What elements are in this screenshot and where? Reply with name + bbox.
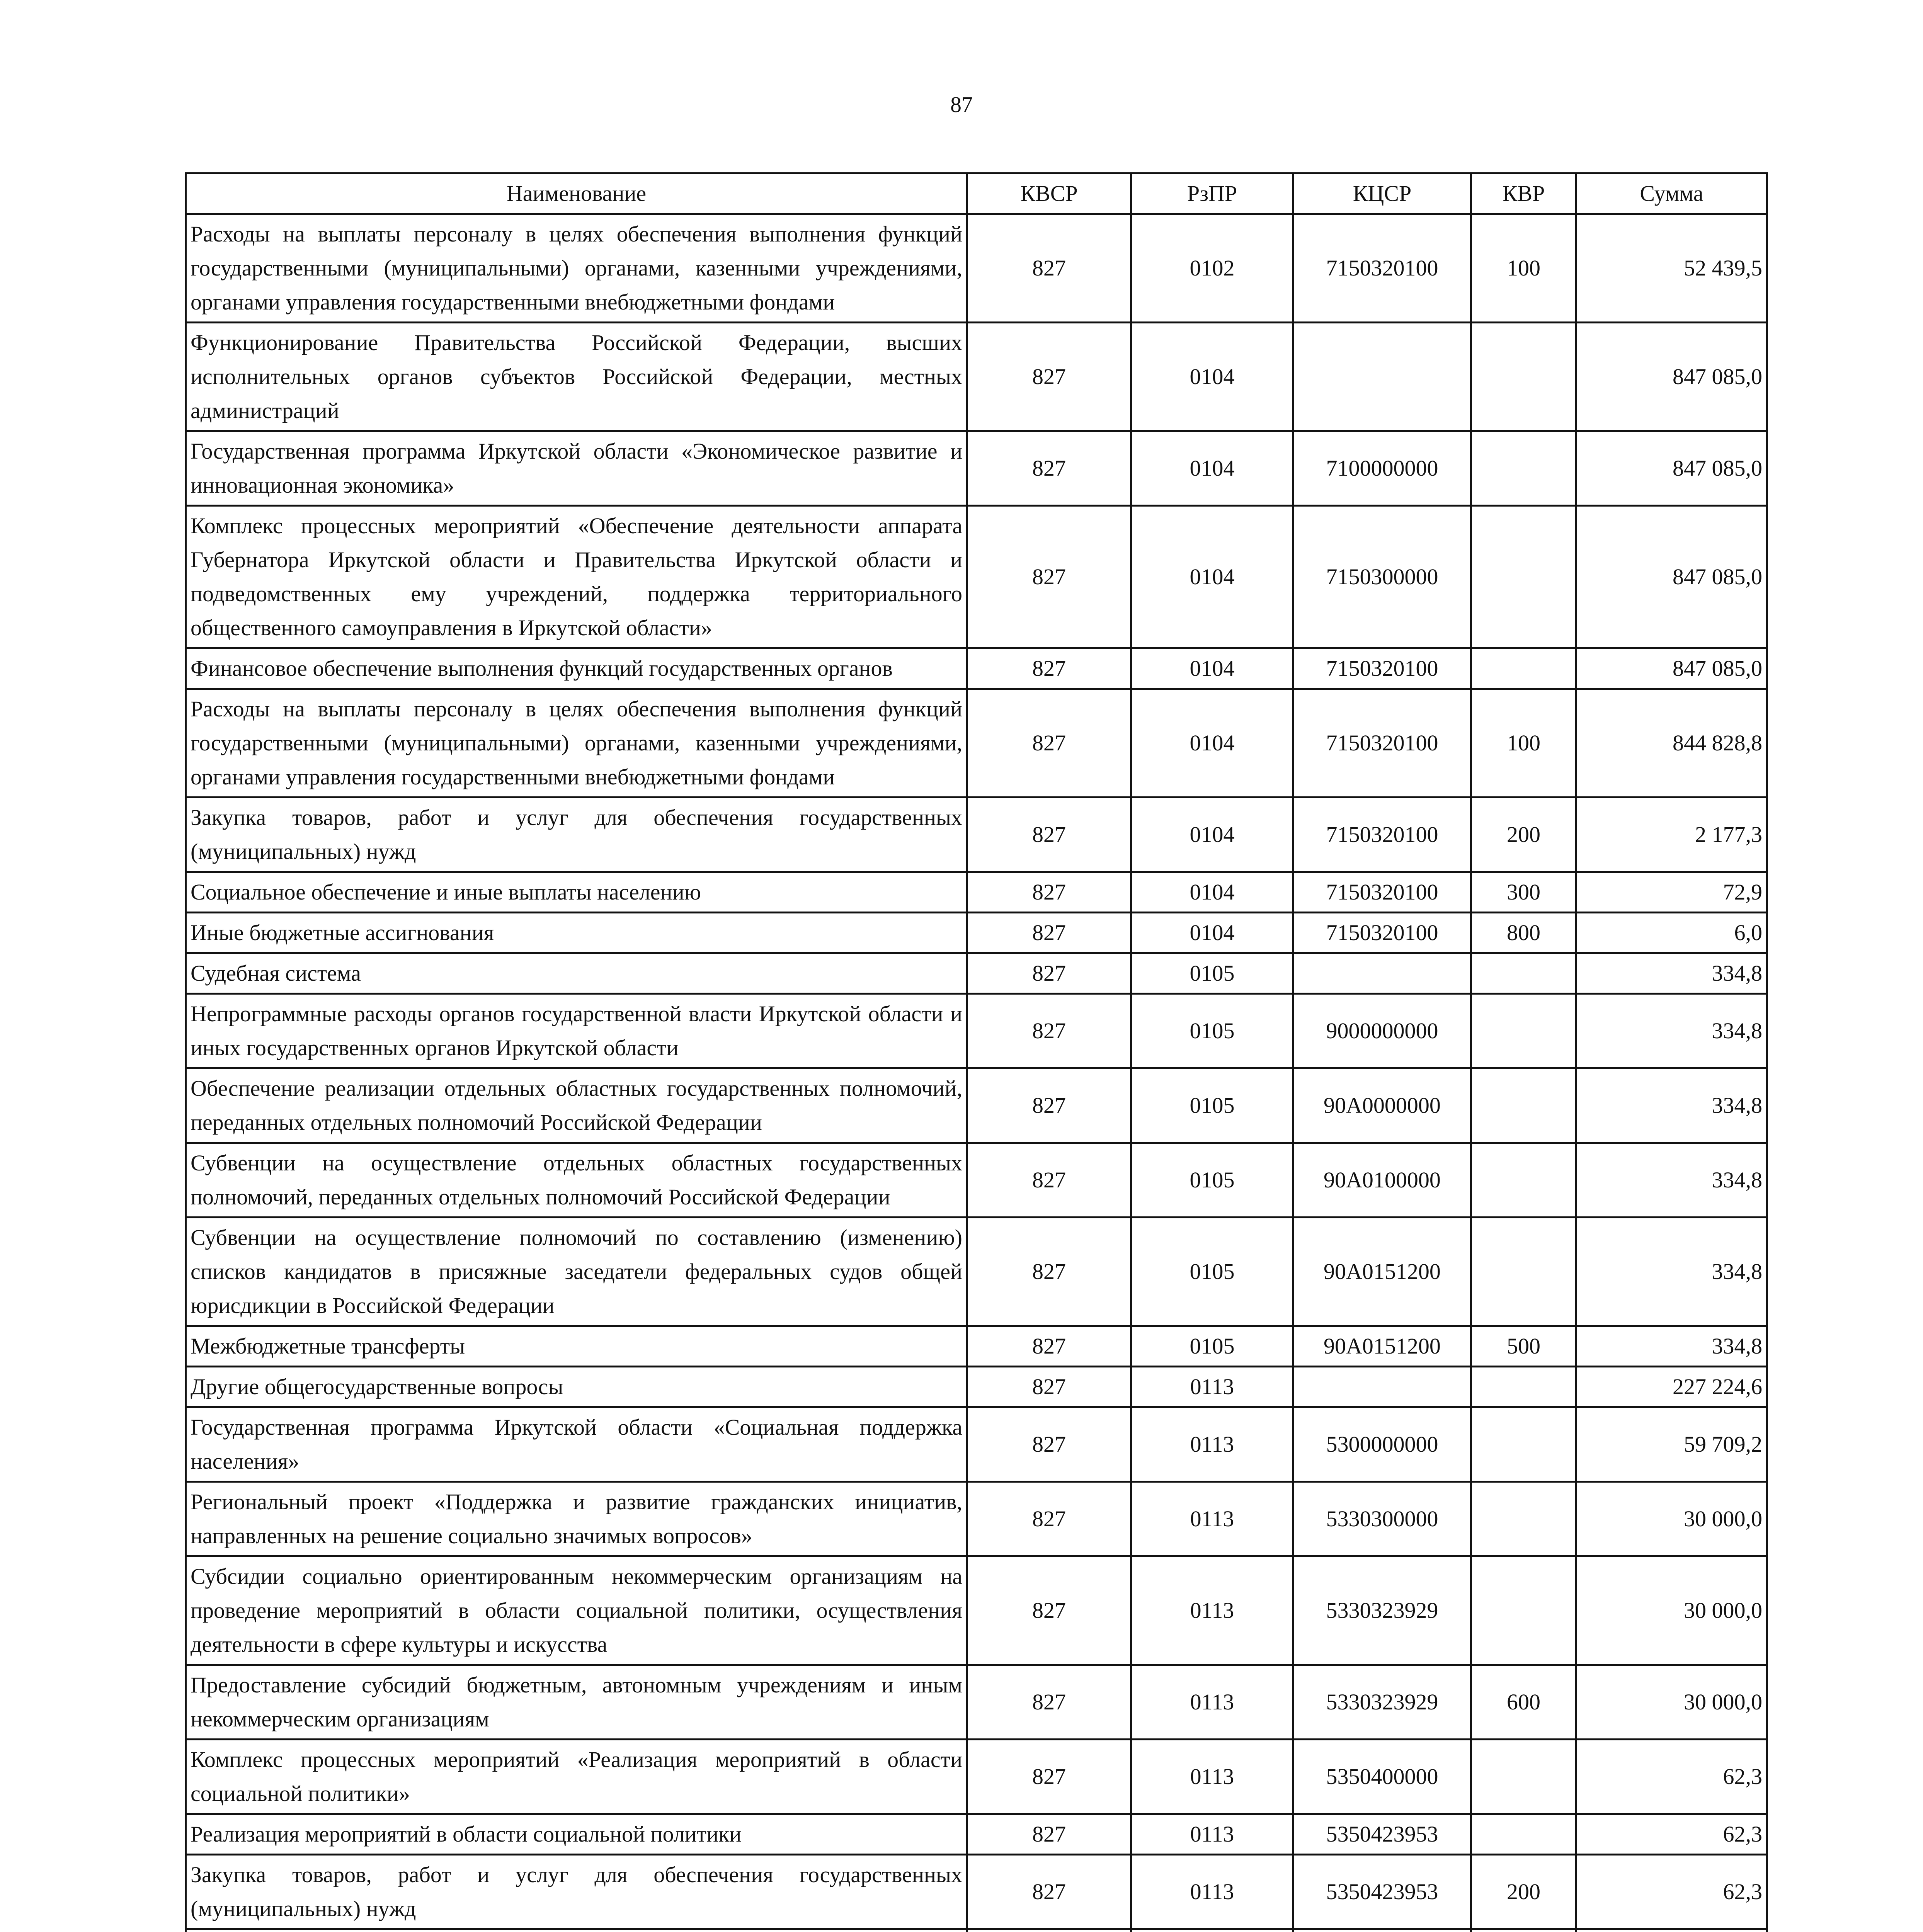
cell-kcsr	[1293, 323, 1471, 431]
cell-sum: 847 085,0	[1576, 648, 1767, 689]
cell-kvr	[1471, 323, 1576, 431]
cell-kvr	[1471, 1929, 1576, 1932]
cell-name: Расходы на выплаты персоналу в целях обеспечения выполнения функций государственными (муниципальными) органами, казенными учреждениями, органами управления государственными внебюджетными фондами	[186, 689, 967, 798]
cell-kvr: 100	[1471, 214, 1576, 323]
cell-sum: 52 439,5	[1576, 214, 1767, 323]
table-row	[186, 1407, 1767, 1482]
cell-sum: 334,8	[1576, 1218, 1767, 1326]
cell-kvsr: 827	[967, 994, 1131, 1068]
cell-rzpr: 0102	[1131, 214, 1293, 323]
cell-kcsr: 5350400000	[1293, 1740, 1471, 1814]
cell-kvr	[1471, 1143, 1576, 1218]
cell-sum: 62,3	[1576, 1855, 1767, 1929]
cell-sum: 334,8	[1576, 953, 1767, 994]
cell-kvr	[1471, 994, 1576, 1068]
table-row	[186, 872, 1767, 913]
cell-name: Субсидии социально ориентированным некоммерческим организациям на проведение мероприятий в области социальной политики, осуществления деятельности в сфере культуры и искусства	[186, 1556, 967, 1665]
cell-kcsr: 90А0151200	[1293, 1326, 1471, 1367]
cell-kvr: 200	[1471, 798, 1576, 872]
cell-kcsr: 7100000000	[1293, 431, 1471, 506]
cell-kvsr: 827	[967, 798, 1131, 872]
table-row	[186, 214, 1767, 323]
cell-rzpr: 0113	[1131, 1814, 1293, 1855]
cell-kvsr: 827	[967, 1556, 1131, 1665]
page-number: 87	[950, 92, 973, 117]
header-rzpr: РзПР	[1131, 173, 1293, 214]
cell-kcsr: 7150320100	[1293, 648, 1471, 689]
cell-name: Закупка товаров, работ и услуг для обеспечения государственных (муниципальных) нужд	[186, 1855, 967, 1929]
cell-kcsr: 90А0100000	[1293, 1143, 1471, 1218]
cell-kvsr: 827	[967, 506, 1131, 648]
cell-kvsr: 827	[967, 648, 1131, 689]
cell-kvsr: 827	[967, 1068, 1131, 1143]
table-row	[186, 913, 1767, 953]
cell-kvsr	[967, 1929, 1131, 1932]
table-header-row	[186, 173, 1767, 214]
table-row	[186, 1218, 1767, 1326]
cell-name: Предоставление субсидий бюджетным, автономным учреждениям и иным некоммерческим организациям	[186, 1665, 967, 1740]
cell-name: Финансовое обеспечение выполнения функций государственных органов	[186, 648, 967, 689]
header-kvr: КВР	[1471, 173, 1576, 214]
cell-kvsr: 827	[967, 1367, 1131, 1407]
cell-sum: 30 000,0	[1576, 1556, 1767, 1665]
header-name: Наименование	[186, 173, 967, 214]
cell-kcsr: 5330323929	[1293, 1556, 1471, 1665]
cell-rzpr: 0105	[1131, 1068, 1293, 1143]
cell-name: Другие общегосударственные вопросы	[186, 1367, 967, 1407]
cell-kcsr: 7150300000	[1293, 506, 1471, 648]
cell-sum: 847 085,0	[1576, 323, 1767, 431]
cell-kcsr: 5350423953	[1293, 1814, 1471, 1855]
table-row	[186, 1665, 1767, 1740]
header-kcsr: КЦСР	[1293, 173, 1471, 214]
cell-kvr: 100	[1471, 689, 1576, 798]
cell-sum: 30 000,0	[1576, 1482, 1767, 1556]
cell-kcsr: 90А0000000	[1293, 1068, 1471, 1143]
cell-sum: 72,9	[1576, 872, 1767, 913]
table-row	[186, 1814, 1767, 1855]
cell-kvsr: 827	[967, 689, 1131, 798]
cell-kvsr: 827	[967, 872, 1131, 913]
cell-name: Иные бюджетные ассигнования	[186, 913, 967, 953]
table-row	[186, 1482, 1767, 1556]
cell-sum: 334,8	[1576, 1143, 1767, 1218]
cell-name: Обеспечение реализации отдельных областных государственных полномочий, переданных отдельных полномочий Российской Федерации	[186, 1068, 967, 1143]
cell-kvr	[1471, 506, 1576, 648]
cell-kvsr: 827	[967, 1855, 1131, 1929]
table-row	[186, 323, 1767, 431]
cell-name: Функционирование Правительства Российской Федерации, высших исполнительных органов субъектов Российской Федерации, местных администраций	[186, 323, 967, 431]
cell-sum: 227 224,6	[1576, 1367, 1767, 1407]
cell-rzpr: 0113	[1131, 1482, 1293, 1556]
table-row	[186, 1929, 1767, 1932]
cell-kcsr	[1293, 953, 1471, 994]
cell-name: Непрограммные расходы органов государственной власти Иркутской области и иных государственных органов Иркутской области	[186, 994, 967, 1068]
table-row	[186, 506, 1767, 648]
table-row	[186, 953, 1767, 994]
cell-sum: 334,8	[1576, 994, 1767, 1068]
cell-rzpr: 0105	[1131, 1218, 1293, 1326]
cell-rzpr: 0104	[1131, 431, 1293, 506]
cell-name: Расходы на выплаты персоналу в целях обеспечения выполнения функций государственными (муниципальными) органами, казенными учреждениями, органами управления государственными внебюджетными фондами	[186, 214, 967, 323]
cell-rzpr: 0104	[1131, 689, 1293, 798]
cell-sum: 59 709,2	[1576, 1407, 1767, 1482]
cell-sum: 847 085,0	[1576, 431, 1767, 506]
cell-name: Комплекс процессных мероприятий «Обеспечение деятельности аппарата Губернатора Иркутской области и Правительства Иркутской области и подведомственных ему учреждений, поддержка территориального общественного самоуправления в Иркутской области»	[186, 506, 967, 648]
cell-kcsr: 7150320100	[1293, 214, 1471, 323]
cell-sum: 847 085,0	[1576, 506, 1767, 648]
cell-sum	[1576, 1929, 1767, 1932]
cell-kvr: 500	[1471, 1326, 1576, 1367]
cell-sum: 30 000,0	[1576, 1665, 1767, 1740]
cell-rzpr: 0104	[1131, 913, 1293, 953]
cell-sum: 2 177,3	[1576, 798, 1767, 872]
cell-kcsr: 5330323929	[1293, 1665, 1471, 1740]
table-row	[186, 798, 1767, 872]
cell-rzpr: 0113	[1131, 1665, 1293, 1740]
cell-sum: 62,3	[1576, 1814, 1767, 1855]
cell-rzpr: 0104	[1131, 506, 1293, 648]
cell-rzpr: 0105	[1131, 1143, 1293, 1218]
cell-rzpr: 0113	[1131, 1556, 1293, 1665]
cell-kvsr: 827	[967, 1814, 1131, 1855]
cell-kvsr: 827	[967, 1143, 1131, 1218]
cell-name: Субвенции на осуществление отдельных областных государственных полномочий, переданных отдельных полномочий Российской Федерации	[186, 1143, 967, 1218]
budget-table	[185, 172, 1768, 1932]
table-row	[186, 1367, 1767, 1407]
cell-sum: 844 828,8	[1576, 689, 1767, 798]
cell-kvr	[1471, 1556, 1576, 1665]
cell-name: Комплекс процессных мероприятий «Реализация мероприятий в области социальной политики»	[186, 1740, 967, 1814]
cell-kvsr: 827	[967, 1482, 1131, 1556]
cell-rzpr: 0104	[1131, 648, 1293, 689]
cell-kvsr: 827	[967, 1740, 1131, 1814]
cell-kcsr	[1293, 1367, 1471, 1407]
header-sum: Сумма	[1576, 173, 1767, 214]
cell-kvr	[1471, 1814, 1576, 1855]
header-kvsr: КВСР	[967, 173, 1131, 214]
cell-kvsr: 827	[967, 323, 1131, 431]
cell-kcsr: 9000000000	[1293, 994, 1471, 1068]
cell-sum: 334,8	[1576, 1326, 1767, 1367]
cell-kcsr: 5300000000	[1293, 1407, 1471, 1482]
cell-name: Закупка товаров, работ и услуг для обеспечения государственных (муниципальных) нужд	[186, 798, 967, 872]
cell-kcsr: 7150320100	[1293, 872, 1471, 913]
cell-name: Межбюджетные трансферты	[186, 1326, 967, 1367]
cell-kcsr: 7150320100	[1293, 689, 1471, 798]
cell-name: Региональный проект «Поддержка и развитие гражданских инициатив, направленных на решение социально значимых вопросов»	[186, 1482, 967, 1556]
cell-kvr	[1471, 1068, 1576, 1143]
cell-rzpr: 0113	[1131, 1740, 1293, 1814]
cell-sum: 6,0	[1576, 913, 1767, 953]
cell-kvr: 200	[1471, 1855, 1576, 1929]
table-row	[186, 1326, 1767, 1367]
cell-kvr	[1471, 1482, 1576, 1556]
cell-kvsr: 827	[967, 431, 1131, 506]
cell-rzpr	[1131, 1929, 1293, 1932]
cell-kvr	[1471, 1407, 1576, 1482]
cell-name	[186, 1929, 967, 1932]
cell-rzpr: 0113	[1131, 1367, 1293, 1407]
cell-kcsr: 7150320100	[1293, 913, 1471, 953]
cell-kvsr: 827	[967, 953, 1131, 994]
cell-rzpr: 0105	[1131, 1326, 1293, 1367]
cell-kcsr: 5330300000	[1293, 1482, 1471, 1556]
table-row	[186, 994, 1767, 1068]
cell-kvsr: 827	[967, 1665, 1131, 1740]
cell-sum: 334,8	[1576, 1068, 1767, 1143]
cell-rzpr: 0113	[1131, 1407, 1293, 1482]
cell-name: Социальное обеспечение и иные выплаты населению	[186, 872, 967, 913]
cell-sum: 62,3	[1576, 1740, 1767, 1814]
cell-rzpr: 0104	[1131, 798, 1293, 872]
cell-kvsr: 827	[967, 214, 1131, 323]
cell-name: Судебная система	[186, 953, 967, 994]
table-row	[186, 648, 1767, 689]
cell-name: Субвенции на осуществление полномочий по составлению (изменению) списков кандидатов в присяжные заседатели федеральных судов общей юрисдикции в Российской Федерации	[186, 1218, 967, 1326]
cell-kvr: 600	[1471, 1665, 1576, 1740]
cell-kvsr: 827	[967, 1407, 1131, 1482]
table-row	[186, 1740, 1767, 1814]
table-row	[186, 1143, 1767, 1218]
cell-kvr	[1471, 431, 1576, 506]
cell-name: Государственная программа Иркутской области «Экономическое развитие и инновационная экономика»	[186, 431, 967, 506]
table-row	[186, 689, 1767, 798]
cell-kcsr: 90А0151200	[1293, 1218, 1471, 1326]
cell-kvsr: 827	[967, 1218, 1131, 1326]
cell-kcsr	[1293, 1929, 1471, 1932]
cell-kvr	[1471, 953, 1576, 994]
cell-kvr	[1471, 1740, 1576, 1814]
cell-kvr	[1471, 1218, 1576, 1326]
cell-kvr: 300	[1471, 872, 1576, 913]
cell-rzpr: 0113	[1131, 1855, 1293, 1929]
cell-kvr	[1471, 648, 1576, 689]
table-row	[186, 1556, 1767, 1665]
table-row	[186, 1855, 1767, 1929]
cell-kvr: 800	[1471, 913, 1576, 953]
cell-name: Реализация мероприятий в области социальной политики	[186, 1814, 967, 1855]
cell-kvr	[1471, 1367, 1576, 1407]
cell-kvsr: 827	[967, 1326, 1131, 1367]
cell-rzpr: 0104	[1131, 323, 1293, 431]
cell-rzpr: 0104	[1131, 872, 1293, 913]
cell-rzpr: 0105	[1131, 953, 1293, 994]
cell-name: Государственная программа Иркутской области «Социальная поддержка населения»	[186, 1407, 967, 1482]
table-row	[186, 431, 1767, 506]
cell-kcsr: 5350423953	[1293, 1855, 1471, 1929]
cell-kcsr: 7150320100	[1293, 798, 1471, 872]
table-row	[186, 1068, 1767, 1143]
cell-rzpr: 0105	[1131, 994, 1293, 1068]
cell-kvsr: 827	[967, 913, 1131, 953]
